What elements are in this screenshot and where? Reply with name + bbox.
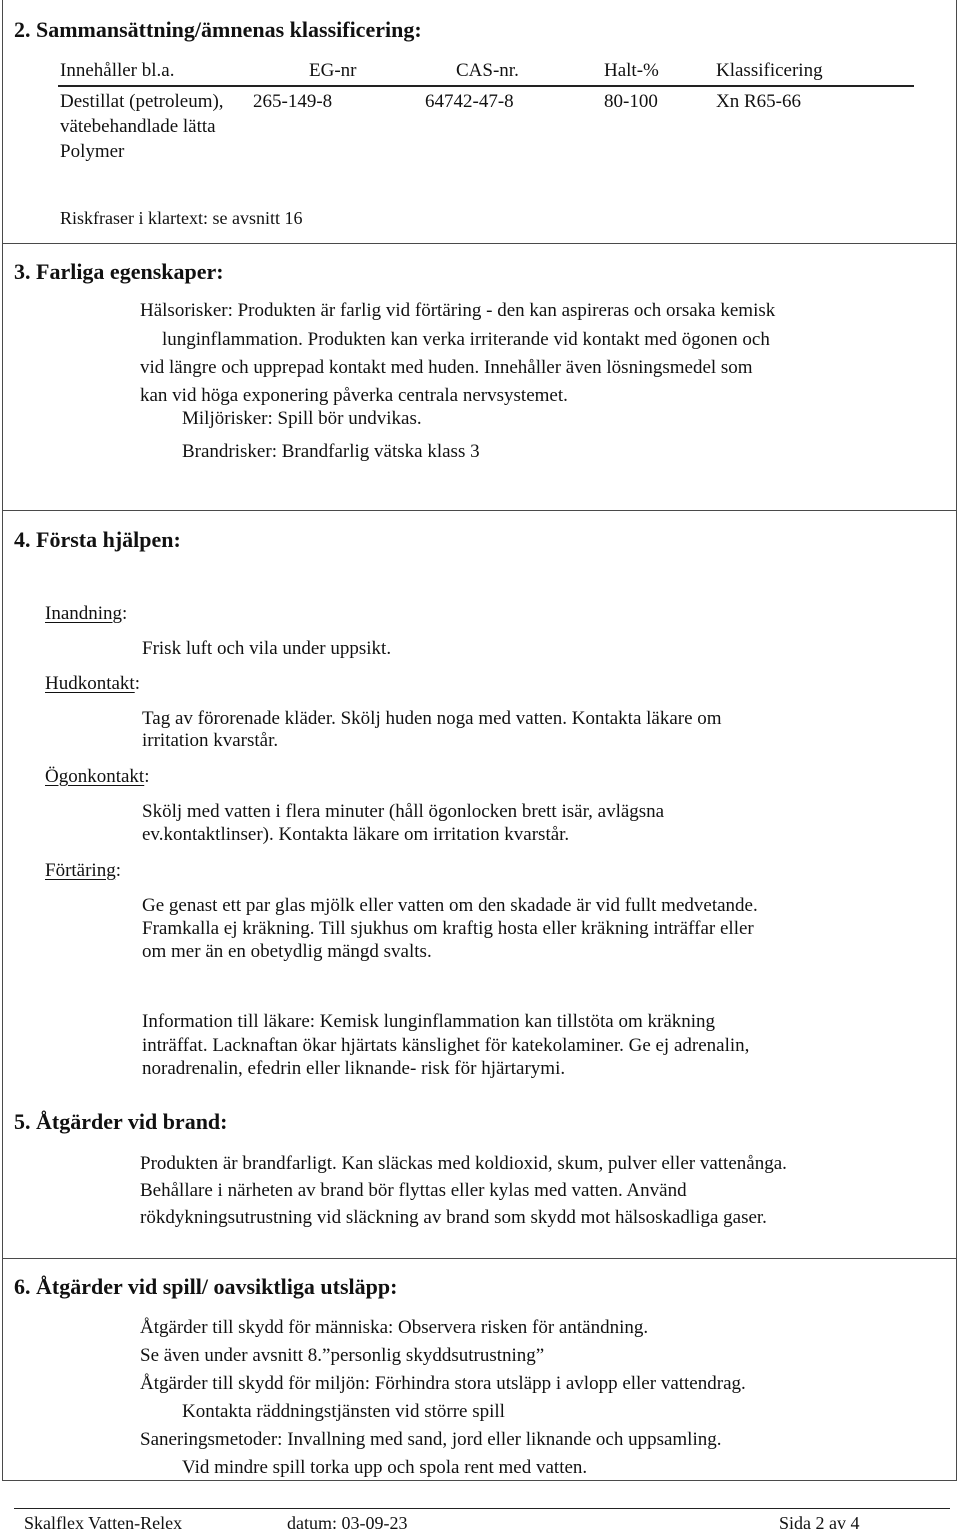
section3-line3: vid längre och upprepad kontakt med huden. Innehåller även lösningsmedel som: [140, 357, 753, 378]
section3-line2: lunginflammation. Produkten kan verka irriterande vid kontakt med ögonen och: [162, 329, 770, 350]
section6-line3: Åtgärder till skydd för miljön: Förhindra stora utsläpp i avlopp eller vattendrag.: [140, 1373, 746, 1394]
fortaring-line1: Ge genast ett par glas mjölk eller vatten om den skadade är vid fullt medvetande.: [142, 895, 758, 916]
section3-line1: Hälsorisker: Produkten är farlig vid förtäring - den kan aspireras och orsaka kemisk: [140, 300, 776, 321]
row-name-line2: vätebehandlade lätta: [60, 116, 216, 137]
section5-heading: 5. Åtgärder vid brand:: [14, 1109, 228, 1134]
footer-page: Sida 2 av 4: [779, 1513, 860, 1533]
footer-product: Skalflex Vatten-Relex: [24, 1513, 183, 1533]
section3-line4: kan vid höga exponering påverka centrala nervsystemet.: [140, 385, 568, 406]
section5-line2: Behållare i närheten av brand bör flyttas eller kylas med vatten. Använd: [140, 1180, 687, 1201]
section6-line2: Se även under avsnitt 8.”personlig skyddsutrustning”: [140, 1345, 545, 1366]
section6-line6: Vid mindre spill torka upp och spola rent med vatten.: [182, 1457, 588, 1478]
section6-line1: Åtgärder till skydd för människa: Observera risken för antändning.: [140, 1317, 649, 1338]
fortaring-label-text: Förtäring: [45, 860, 116, 881]
ogonkontakt-line2: ev.kontaktlinser). Kontakta läkare om irritation kvarstår.: [142, 824, 570, 845]
table-header-contents: Innehåller bl.a.: [60, 60, 175, 81]
table-header-rule: [58, 85, 914, 87]
section6-line5: Saneringsmetoder: Invallning med sand, jord eller liknande och uppsamling.: [140, 1429, 722, 1450]
info-line2: inträffat. Lacknaftan ökar hjärtats känslighet för katekolaminer. Ge ej adrenalin,: [142, 1035, 750, 1056]
section2-heading: 2. Sammansättning/ämnenas klassificering:: [14, 17, 422, 42]
table-header-cas: CAS-nr.: [456, 60, 519, 81]
info-line3: noradrenalin, efedrin eller liknande- risk för hjärtarymi.: [142, 1058, 566, 1079]
section5-line1: Produkten är brandfarligt. Kan släckas med koldioxid, skum, pulver eller vattenånga.: [140, 1153, 787, 1174]
row-name-line3: Polymer: [60, 141, 125, 162]
section3-brand: Brandrisker: Brandfarlig vätska klass 3: [182, 441, 480, 462]
table-header-halt: Halt-%: [604, 60, 659, 81]
hudkontakt-label-text: Hudkontakt: [45, 673, 135, 694]
hudkontakt-line1: Tag av förorenade kläder. Skölj huden noga med vatten. Kontakta läkare om: [142, 708, 722, 729]
row-class: Xn R65-66: [716, 91, 801, 112]
section5-line3: rökdykningsutrustning vid släckning av brand som skydd mot hälsoskadliga gaser.: [140, 1207, 767, 1228]
ogonkontakt-label: Ögonkontakt:: [45, 766, 150, 787]
section4-heading: 4. Första hjälpen:: [14, 527, 181, 552]
inandning-text: Frisk luft och vila under uppsikt.: [142, 638, 392, 659]
row-eg: 265-149-8: [253, 91, 333, 112]
info-line1: Information till läkare: Kemisk lunginflammation kan tillstöta om kräkning: [142, 1011, 716, 1032]
footer-rule: [14, 1508, 950, 1509]
row-halt: 80-100: [604, 91, 658, 112]
hudkontakt-line2: irritation kvarstår.: [142, 730, 279, 751]
section6-line4: Kontakta räddningstjänsten vid större spill: [182, 1401, 505, 1422]
ogonkontakt-label-text: Ögonkontakt: [45, 766, 145, 787]
footer-date: datum: 03-09-23: [287, 1513, 408, 1533]
ogonkontakt-line1: Skölj med vatten i flera minuter (håll ögonlocken brett isär, avlägsna: [142, 801, 665, 822]
hudkontakt-label: Hudkontakt:: [45, 673, 140, 694]
table-header-eg: EG-nr: [309, 60, 357, 81]
section3-heading: 3. Farliga egenskaper:: [14, 259, 224, 284]
riskfraser-note: Riskfraser i klartext: se avsnitt 16: [60, 208, 303, 228]
fortaring-line3: om mer än en obetydlig mängd svalts.: [142, 941, 432, 962]
inandning-label-text: Inandning: [45, 603, 123, 624]
row-cas: 64742-47-8: [425, 91, 514, 112]
section6-heading: 6. Åtgärder vid spill/ oavsiktliga utsläpp:: [14, 1274, 398, 1299]
section3-miljo: Miljörisker: Spill bör undvikas.: [182, 408, 422, 429]
table-header-class: Klassificering: [716, 60, 823, 81]
inandning-label: Inandning:: [45, 603, 128, 624]
row-name-line1: Destillat (petroleum),: [60, 91, 224, 112]
fortaring-label: Förtäring:: [45, 860, 121, 881]
fortaring-line2: Framkalla ej kräkning. Till sjukhus om kraftig hosta eller kräkning inträffar eller: [142, 918, 754, 939]
